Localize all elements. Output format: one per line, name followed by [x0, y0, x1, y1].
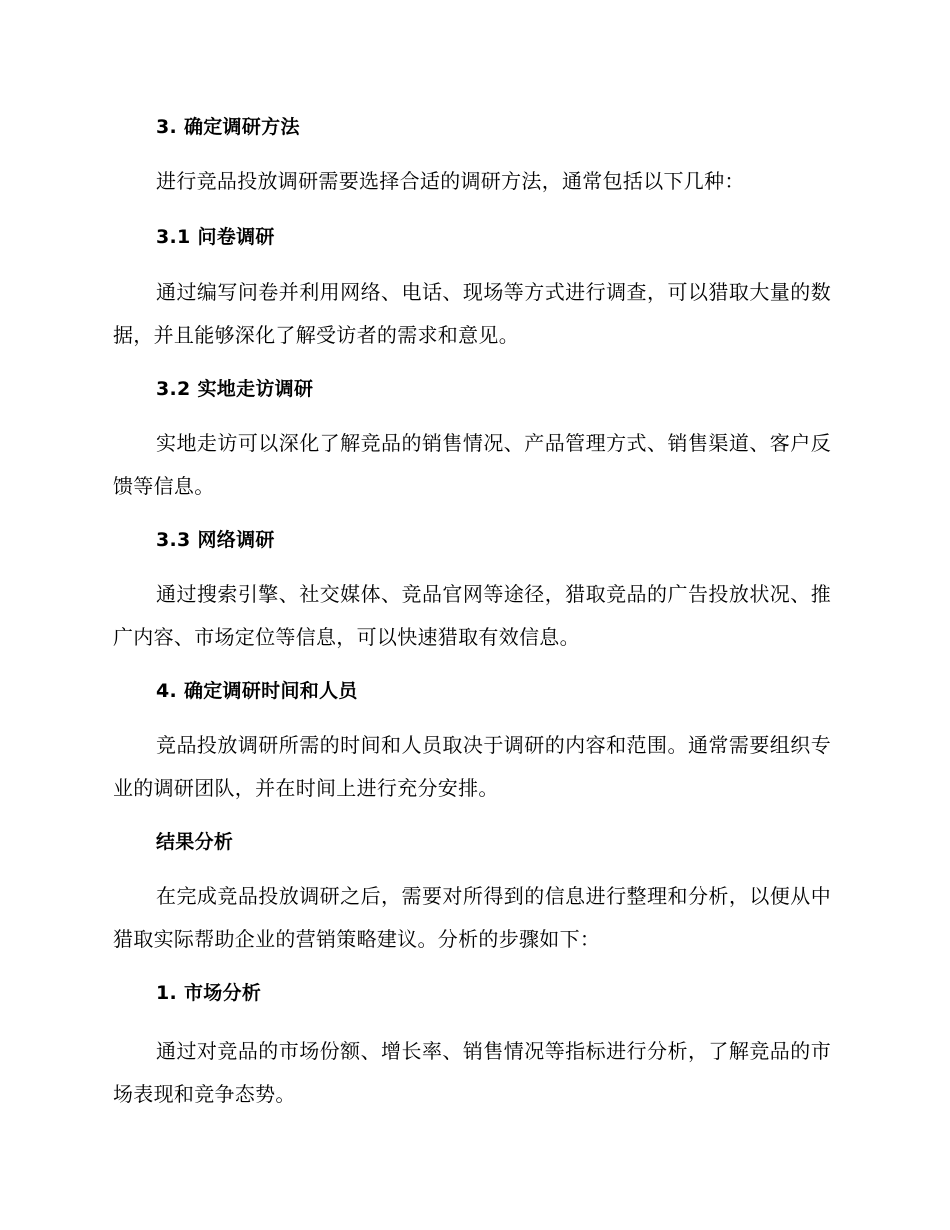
- section-heading-results: 结果分析: [156, 831, 234, 853]
- section-heading-1: 1. 市场分析: [156, 982, 262, 1004]
- paragraph-results-intro: 在完成竞品投放调研之后，需要对所得到的信息进行整理和分析，以便从中猎取实际帮助企业的营销策略建议。分析的步骤如下：: [113, 884, 831, 951]
- paragraph-market-analysis: 通过对竞品的市场份额、增长率、销售情况等指标进行分析，了解竞品的市场表现和竞争态势。: [113, 1039, 831, 1106]
- paragraph-methods-intro: 进行竞品投放调研需要选择合适的调研方法，通常包括以下几种：: [156, 169, 745, 193]
- section-heading-4: 4. 确定调研时间和人员: [156, 680, 358, 702]
- paragraph-time-staff: 竞品投放调研所需的时间和人员取决于调研的内容和范围。通常需要组织专业的调研团队，并在时间上进行充分安排。: [113, 733, 831, 800]
- section-heading-3-2: 3.2 实地走访调研: [156, 378, 314, 400]
- section-heading-3-3: 3.3 网络调研: [156, 529, 275, 551]
- paragraph-field-visit: 实地走访可以深化了解竞品的销售情况、产品管理方式、销售渠道、客户反馈等信息。: [113, 431, 831, 498]
- section-heading-3-1: 3.1 问卷调研: [156, 226, 275, 248]
- paragraph-online-research: 通过搜索引擎、社交媒体、竞品官网等途径，猎取竞品的广告投放状况、推广内容、市场定位等信息，可以快速猎取有效信息。: [113, 582, 831, 649]
- paragraph-questionnaire: 通过编写问卷并利用网络、电话、现场等方式进行调查，可以猎取大量的数据，并且能够深化了解受访者的需求和意见。: [113, 280, 831, 347]
- section-heading-3: 3. 确定调研方法: [156, 116, 300, 138]
